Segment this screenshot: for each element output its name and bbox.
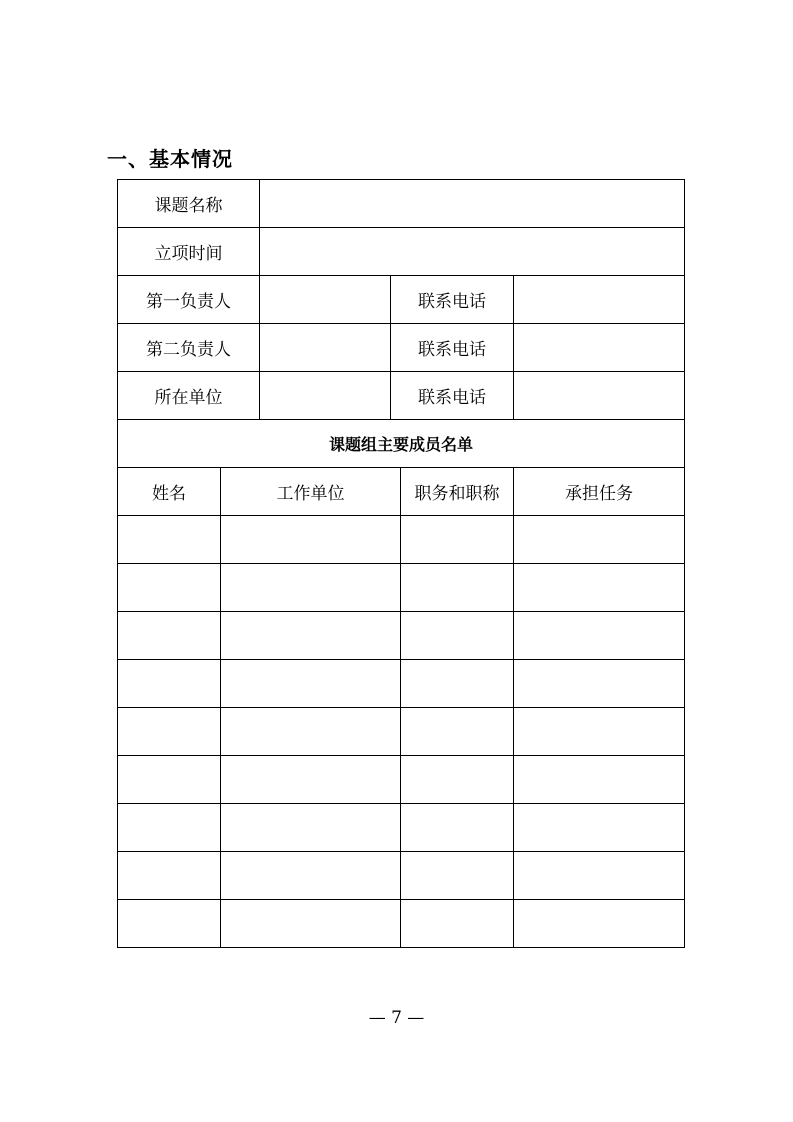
member-row: [118, 660, 685, 708]
member-name-cell[interactable]: [118, 516, 221, 564]
member-row: [118, 900, 685, 948]
value-org[interactable]: [260, 372, 391, 420]
member-task-cell[interactable]: [514, 756, 685, 804]
member-name-cell[interactable]: [118, 564, 221, 612]
row-title: [118, 180, 685, 228]
member-name-cell[interactable]: [118, 756, 221, 804]
member-row: [118, 612, 685, 660]
member-task-cell[interactable]: [514, 708, 685, 756]
member-name-cell[interactable]: [118, 852, 221, 900]
member-name-cell[interactable]: [118, 612, 221, 660]
member-workplace-cell[interactable]: [221, 900, 401, 948]
column-header-task: 承担任务: [514, 468, 685, 516]
member-position-cell[interactable]: [401, 852, 514, 900]
column-header-name: 姓名: [118, 468, 221, 516]
member-position-cell[interactable]: [401, 708, 514, 756]
member-position-cell[interactable]: [401, 804, 514, 852]
member-task-cell[interactable]: [514, 516, 685, 564]
label-lead1: 第一负责人: [118, 276, 260, 324]
label-org: 所在单位: [118, 372, 260, 420]
member-name-cell[interactable]: [118, 708, 221, 756]
value-org-phone[interactable]: [514, 372, 685, 420]
member-name-cell[interactable]: [118, 804, 221, 852]
row-members-title: [118, 420, 685, 468]
member-row: [118, 804, 685, 852]
page-number: — 7 —: [368, 1008, 425, 1028]
member-position-cell[interactable]: [401, 612, 514, 660]
label-lead2-phone: 联系电话: [391, 324, 514, 372]
row-lead1: [118, 276, 685, 324]
member-task-cell[interactable]: [514, 660, 685, 708]
member-row: [118, 516, 685, 564]
label-date: 立项时间: [118, 228, 260, 276]
row-lead2: [118, 324, 685, 372]
label-lead1-phone: 联系电话: [391, 276, 514, 324]
value-date[interactable]: [260, 228, 685, 276]
member-workplace-cell[interactable]: [221, 612, 401, 660]
row-date: [118, 228, 685, 276]
value-lead2-phone[interactable]: [514, 324, 685, 372]
member-workplace-cell[interactable]: [221, 708, 401, 756]
column-header-position: 职务和职称: [401, 468, 514, 516]
value-title[interactable]: [260, 180, 685, 228]
value-lead1-phone[interactable]: [514, 276, 685, 324]
member-position-cell[interactable]: [401, 756, 514, 804]
value-lead1[interactable]: [260, 276, 391, 324]
member-task-cell[interactable]: [514, 804, 685, 852]
member-row: [118, 756, 685, 804]
member-workplace-cell[interactable]: [221, 804, 401, 852]
section-heading: 一、基本情况: [107, 147, 233, 171]
member-task-cell[interactable]: [514, 564, 685, 612]
member-workplace-cell[interactable]: [221, 756, 401, 804]
member-row: [118, 708, 685, 756]
member-position-cell[interactable]: [401, 660, 514, 708]
member-position-cell[interactable]: [401, 564, 514, 612]
member-row: [118, 852, 685, 900]
value-lead2[interactable]: [260, 324, 391, 372]
members-header-row: [118, 468, 685, 516]
member-name-cell[interactable]: [118, 900, 221, 948]
member-workplace-cell[interactable]: [221, 564, 401, 612]
member-task-cell[interactable]: [514, 612, 685, 660]
member-name-cell[interactable]: [118, 660, 221, 708]
member-rows: [118, 516, 685, 948]
label-title: 课题名称: [118, 180, 260, 228]
member-workplace-cell[interactable]: [221, 852, 401, 900]
basic-info-table: [117, 179, 685, 948]
member-task-cell[interactable]: [514, 900, 685, 948]
label-lead2: 第二负责人: [118, 324, 260, 372]
row-org: [118, 372, 685, 420]
label-org-phone: 联系电话: [391, 372, 514, 420]
column-header-workplace: 工作单位: [221, 468, 401, 516]
member-position-cell[interactable]: [401, 516, 514, 564]
member-task-cell[interactable]: [514, 852, 685, 900]
member-row: [118, 564, 685, 612]
members-section-title: 课题组主要成员名单: [118, 420, 685, 468]
member-position-cell[interactable]: [401, 900, 514, 948]
member-workplace-cell[interactable]: [221, 516, 401, 564]
member-workplace-cell[interactable]: [221, 660, 401, 708]
